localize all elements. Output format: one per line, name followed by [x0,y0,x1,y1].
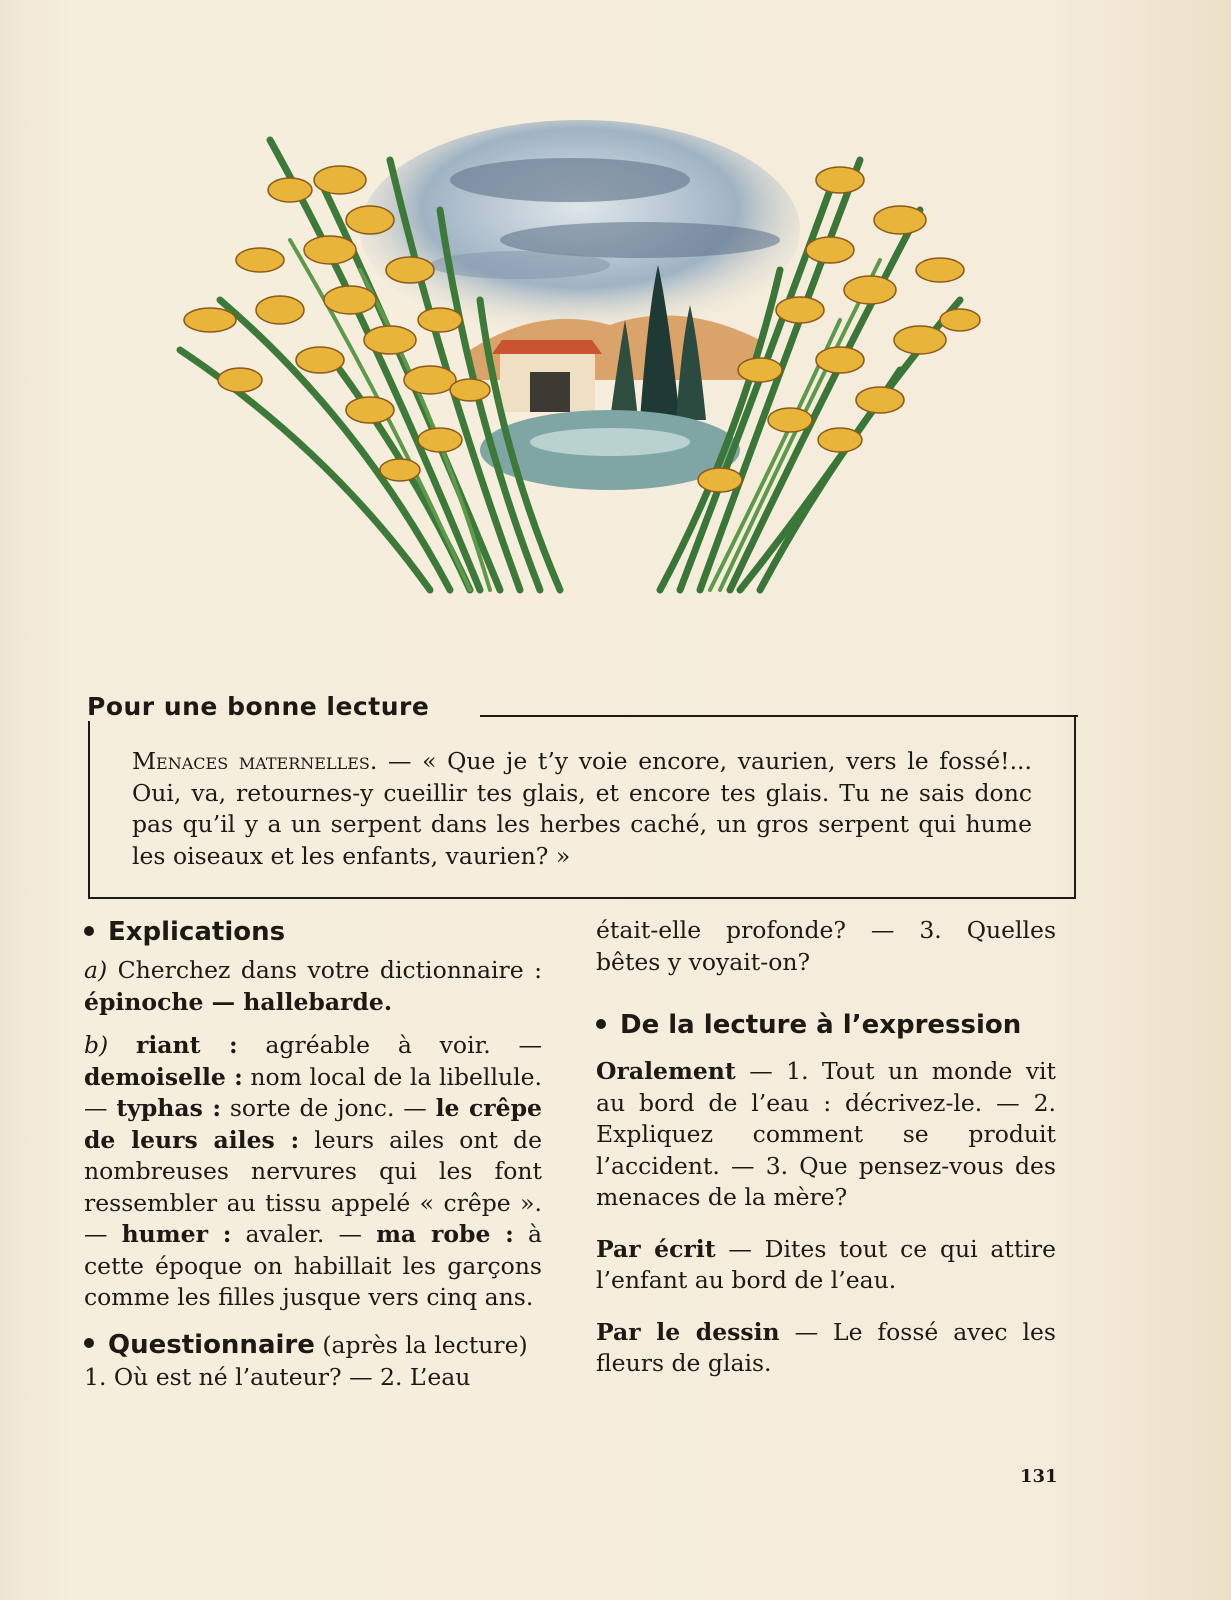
quote-lead: Menaces maternelles. [132,747,378,775]
explications-a: a) Cherchez dans votre dictionnaire : épinoche — hallebarde. [84,956,542,1016]
left-column [84,915,542,1393]
quote-text: — « Que je t’y voie encore, vaurien, vers le fossé!... Oui, va, retournes-y cueillir tes glais, et encore tes glais. Tu ne sais donc pas qu’il y a un serpent dans les herbes caché, un gros serpent qui hume les oiseaux et les enfants, vaurien? » [132,747,1032,870]
page-number: 131 [1020,1466,1058,1487]
expression-oral: Oralement — 1. Tout un monde vit au bord de l’eau : décrivez-le. — 2. Expliquez comment se produit l’accident. — 3. Que pensez-vous des menaces de la mère? [596,1057,1056,1211]
right-column [596,915,1056,1380]
expression-drawing: Par le dessin — Le fossé avec les fleurs de glais. [596,1317,1056,1377]
questionnaire-heading: Questionnaire (après la lecture) [84,1328,542,1362]
expression-heading: De la lecture à l’expression [596,1008,1056,1042]
reading-box-title: Pour une bonne lecture [87,692,439,721]
questionnaire-text-continued: était-elle profonde? — 3. Quelles bêtes y voyait-on? [596,916,1056,976]
questionnaire-text: 1. Où est né l’auteur? — 2. L’eau [84,1362,471,1391]
explications-b: b) riant : agréable à voir. — demoiselle : nom local de la libellule. — typhas : sorte de jonc. — le crêpe de leurs ailes : leurs ailes ont de nombreuses nervures qui les font ressembler au tissu appelé « crêpe ». — humer : avaler. — ma robe : à cette époque on habillait les garçons comme les filles jusque vers cinq ans. [84,1031,542,1311]
illustration [140,120,1000,600]
explications-heading: Explications [84,915,542,949]
expression-written: Par écrit — Dites tout ce qui attire l’enfant au bord de l’eau. [596,1234,1056,1294]
reading-quote [132,746,1032,872]
